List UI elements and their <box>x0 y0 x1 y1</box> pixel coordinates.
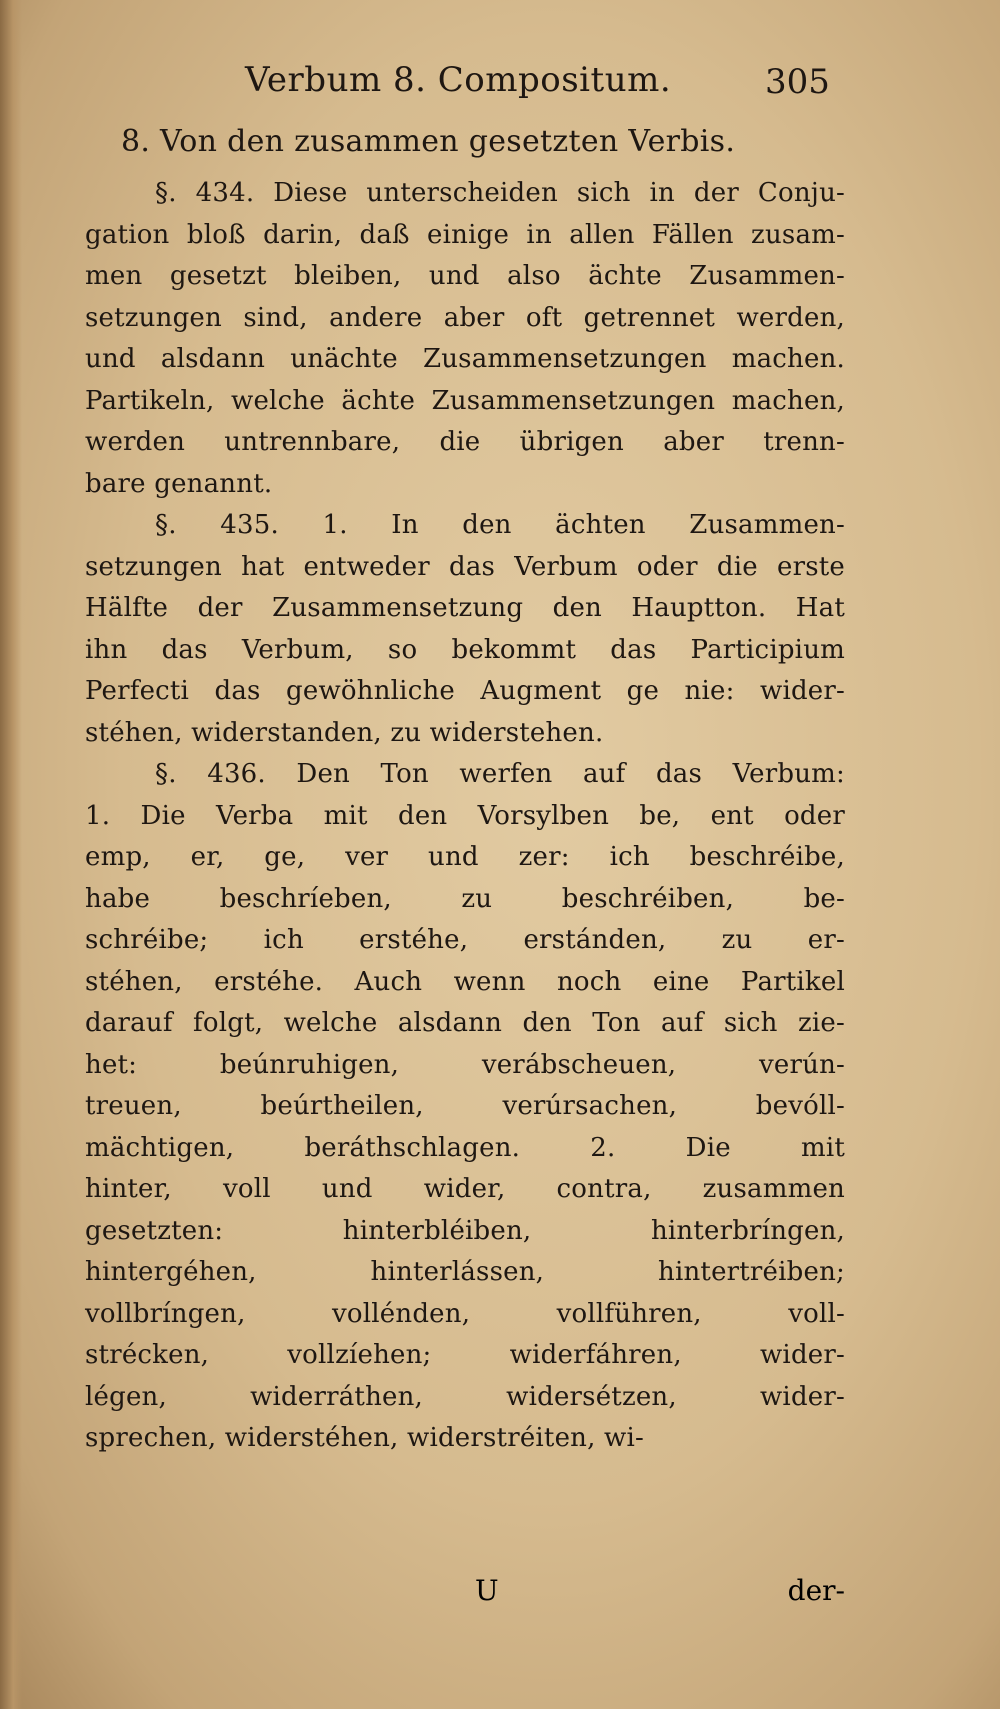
text-line: 1. Die Verba mit den Vorsylben be, ent oder <box>85 800 845 831</box>
text-line: gesetzten: hinterbléiben, hinterbríngen, <box>85 1215 845 1246</box>
text-line: ihn das Verbum, so bekommt das Participium <box>85 634 845 665</box>
page-number: 305 <box>765 62 830 102</box>
text-line: stéhen, widerstanden, zu widerstehen. <box>85 717 604 748</box>
page-footer <box>85 1574 845 1624</box>
signature-mark: U <box>475 1574 499 1607</box>
text-line: stéhen, erstéhe. Auch wenn noch eine Partikel <box>85 966 845 997</box>
text-line: Hälfte der Zusammensetzung den Hauptton. Hat <box>85 593 845 623</box>
page-text <box>85 52 845 1460</box>
page-header <box>85 52 845 114</box>
text-line: treuen, beúrtheilen, verúrsachen, bevóll- <box>85 1091 845 1121</box>
text-line: mächtigen, beráthschlagen. 2. Die mit <box>85 1132 845 1163</box>
text-line: §. 435. 1. In den ächten Zusammen- <box>155 510 845 540</box>
text-line: schréibe; ich erstéhe, erstánden, zu er- <box>85 925 845 955</box>
text-line: men gesetzt bleiben, und also ächte Zusammen- <box>85 261 845 291</box>
text-line: habe beschríeben, zu beschréiben, be- <box>85 883 845 914</box>
text-line: emp, er, ge, ver und zer: ich beschréibe, <box>85 842 845 872</box>
text-line: §. 434. Diese unterscheiden sich in der Conju- <box>155 178 845 208</box>
text-line: het: beúnruhigen, verábscheuen, verún- <box>85 1049 845 1080</box>
text-line: hinter, voll und wider, contra, zusammen <box>85 1174 845 1204</box>
text-line: bare genannt. <box>85 468 273 499</box>
text-line: Partikeln, welche ächte Zusammensetzungen machen, <box>85 385 845 416</box>
body-text <box>85 173 845 1460</box>
page-gutter-shadow <box>0 0 22 1709</box>
text-line: strécken, vollzíehen; widerfáhren, wider- <box>85 1340 845 1370</box>
text-line: darauf folgt, welche alsdann den Ton auf sich zie- <box>85 1008 845 1038</box>
paragraph <box>85 754 845 1460</box>
paragraph <box>85 173 845 505</box>
text-line: légen, widerráthen, widersétzen, wider- <box>85 1381 845 1412</box>
text-line: werden untrennbare, die übrigen aber trenn- <box>85 427 845 457</box>
section-title: 8. Von den zusammen gesetzten Verbis. <box>121 124 736 159</box>
text-line: sprechen, widerstéhen, widerstréiten, wi- <box>85 1423 644 1453</box>
text-line: hintergéhen, hinterlássen, hintertréiben; <box>85 1257 845 1287</box>
paragraph <box>85 505 845 754</box>
text-line: §. 436. Den Ton werfen auf das Verbum: <box>155 759 845 789</box>
text-line: setzungen hat entweder das Verbum oder die erste <box>85 551 845 582</box>
running-head: Verbum 8. Compositum. <box>245 60 672 100</box>
text-line: und alsdann unächte Zusammensetzungen machen. <box>85 344 845 374</box>
text-line: Perfecti das gewöhnliche Augment ge nie: wider- <box>85 676 845 706</box>
text-line: vollbríngen, vollénden, vollführen, voll- <box>85 1298 845 1329</box>
catchword: der- <box>787 1574 845 1607</box>
text-line: gation bloß darin, daß einige in allen Fällen zusam- <box>85 219 845 250</box>
text-line: setzungen sind, andere aber oft getrennet werden, <box>85 302 845 333</box>
